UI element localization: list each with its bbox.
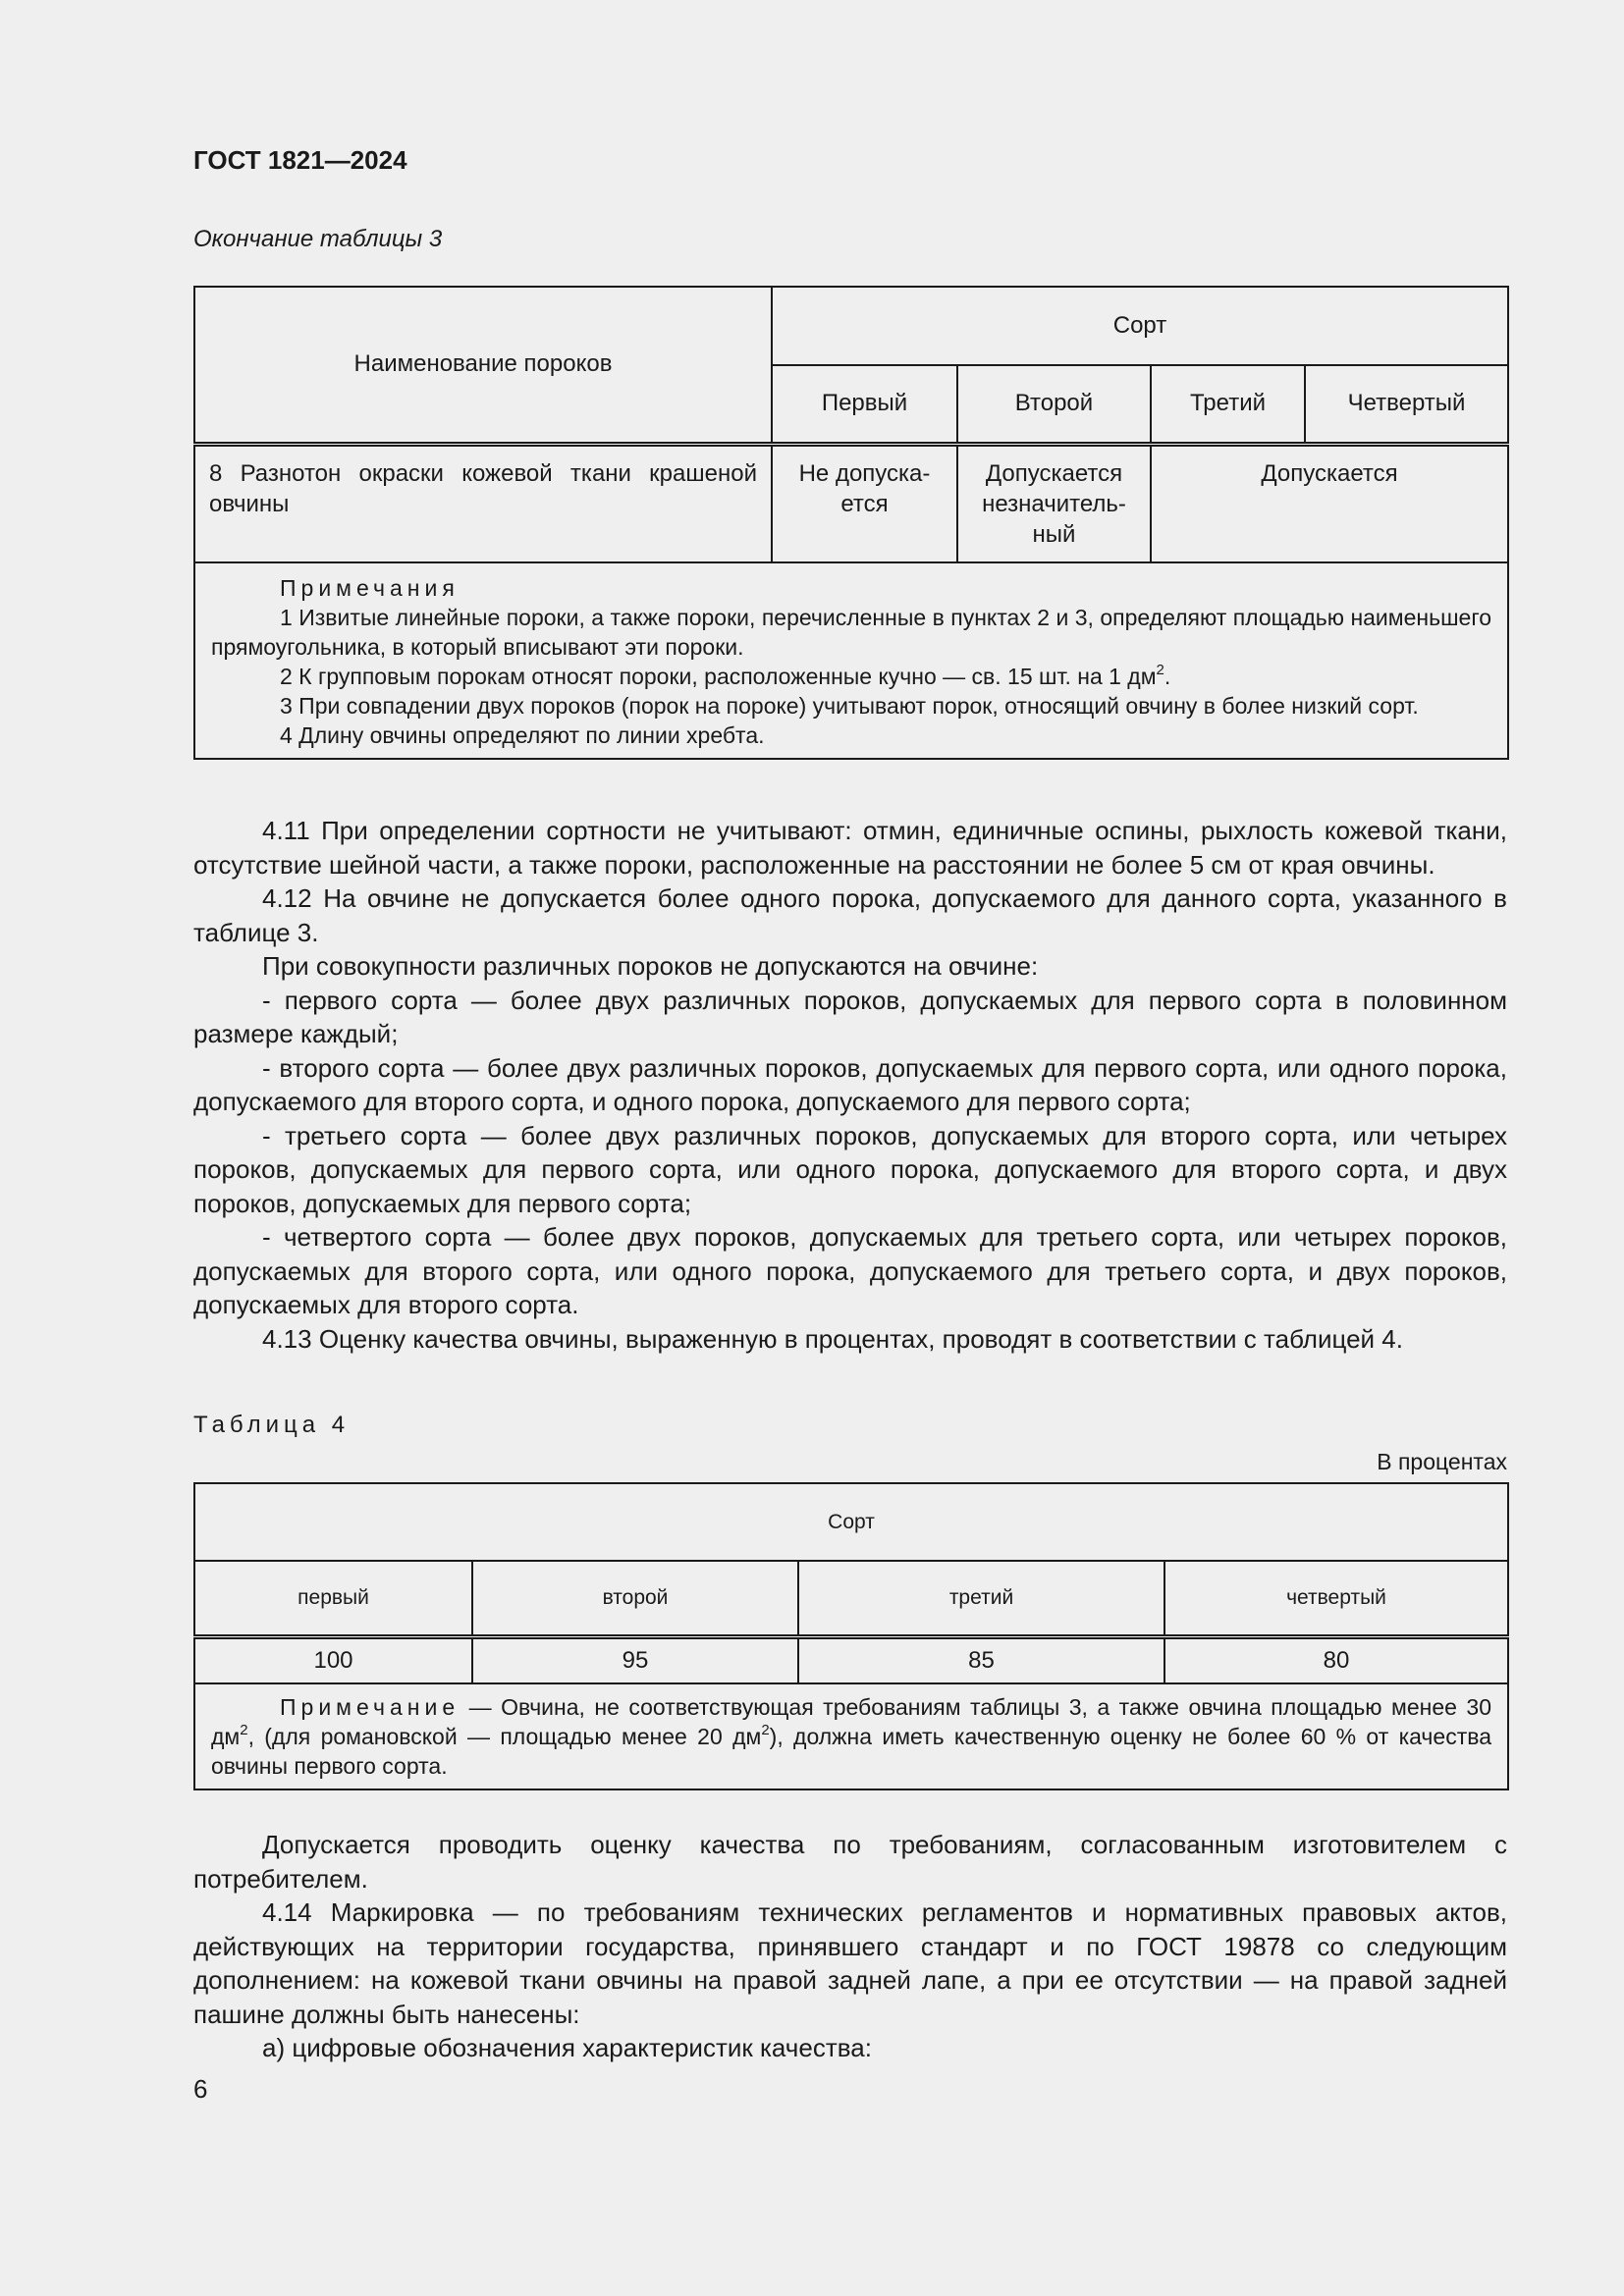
table3-continuation-caption: Окончание таблицы 3 [193,226,443,252]
grade-header-2: Второй [957,365,1151,444]
table4-caption: Таблица 4 [193,1412,351,1438]
table4-value-3: 85 [798,1636,1164,1683]
body-text-1 [193,814,1507,1356]
grade-header-1: Первый [772,365,957,444]
table4-unit: В процентах [1377,1449,1507,1474]
table4-note: Примечание — Овчина, не соответствующая требованиям таблицы 3, а также овчина площадью менее 30 $дм^2$, (для романовской — площадью менее 20 $дм^2$), должна иметь качественную оценку не более 60 % от качества овчины первого сорта. [194,1683,1508,1789]
paragraph-allow: Допускается проводить оценку качества по требованиям, согласованным изготовителем с потребителем. [193,1830,1507,1894]
note-1: 1 Извитые линейные пороки, а также пороки, перечисленные в пунктах 2 и 3, определяют площадью наименьшего прямоугольника, в который вписывают эти пороки. [211,604,1491,660]
document-header: ГОСТ 1821—2024 [193,145,407,175]
note-2: 2 К групповым порокам относят пороки, расположенные кучно — св. 15 шт. на 1 $дм^2$. [280,661,1171,689]
paragraph-4-11: 4.11 При определении сортности не учитывают: отмин, единичные оспины, рыхлость кожевой ткани, отсутствие шейной части, а также пороки, расположенные на расстоянии не более 5 см от края овчины. [193,816,1507,880]
col-header-grade: Сорт [772,287,1508,365]
note-3: 3 При совпадении двух пороков (порок на пороке) учитывают порок, относящий овчину в более низкий сорт. [280,692,1419,719]
page-number: 6 [193,2074,208,2104]
table-3 [193,286,1509,760]
table4-value-4: 80 [1164,1636,1508,1683]
grade-2-cell: Допускается незначитель-ный [957,444,1151,562]
table4-value-1: 100 [194,1636,472,1683]
paragraph-4-12: 4.12 На овчине не допускается более одного порока, допускаемого для данного сорта, указанного в таблице 3. [193,883,1507,947]
paragraph-4-12-intro: При совокупности различных пороков не допускаются на овчине: [262,951,1039,981]
table4-grade-3: третий [798,1561,1164,1636]
table4-grade-4: четвертый [1164,1561,1508,1636]
paragraph-4-14: 4.14 Маркировка — по требованиям технических регламентов и нормативных правовых актов, действующих на территории государства, принявшего стандарт и по ГОСТ 19878 со следующим дополнением: на кожевой ткани овчины на правой задней лапе, а при ее отсутствии — на правой задней пашине должны быть нанесены: [193,1897,1507,2029]
table4-grade-header: Сорт [194,1483,1508,1561]
paragraph-4-14-a: а) цифровые обозначения характеристик качества: [262,2033,872,2062]
grade-3-4-cell: Допускается [1151,444,1508,562]
list-item-grade-2: - второго сорта — более двух различных пороков, допускаемых для первого сорта, или одного порока, допускаемого для второго сорта, и одного порока, допускаемого для первого сорта; [193,1052,1507,1116]
defect-name-cell: 8 Разнотон окраски кожевой ткани крашеной овчины [194,444,772,562]
list-item-grade-1: - первого сорта — более двух различных пороков, допускаемых для первого сорта в половинном размере каждый; [193,985,1507,1048]
table4-grade-2: второй [472,1561,798,1636]
grade-header-3: Третий [1151,365,1305,444]
table-4 [193,1482,1509,1790]
note-4: 4 Длину овчины определяют по линии хребта. [280,721,765,748]
notes-title: Примечания [280,574,460,601]
list-item-grade-4: - четвертого сорта — более двух пороков, допускаемых для третьего сорта, или четырех пороков, допускаемых для второго сорта, или одного порока, допускаемого для третьего сорта, и двух пороков, допускаемых для второго сорта. [193,1222,1507,1319]
list-item-grade-3: - третьего сорта — более двух различных пороков, допускаемых для второго сорта, или четырех пороков, допускаемых для первого сорта, или одного порока, допускаемого для второго сорта, и двух пороков, допускаемых для первого сорта; [193,1120,1507,1218]
col-header-defect-name: Наименование пороков [194,287,772,444]
table4-value-2: 95 [472,1636,798,1683]
paragraph-4-13: 4.13 Оценку качества овчины, выраженную в процентах, проводят в соответствии с таблицей 4. [262,1323,1403,1354]
grade-header-4: Четвертый [1305,365,1508,444]
body-text-2 [193,1828,1507,2065]
table4-grade-1: первый [194,1561,472,1636]
table3-notes [194,562,1508,759]
grade-1-cell: Не допуска-ется [772,444,957,562]
